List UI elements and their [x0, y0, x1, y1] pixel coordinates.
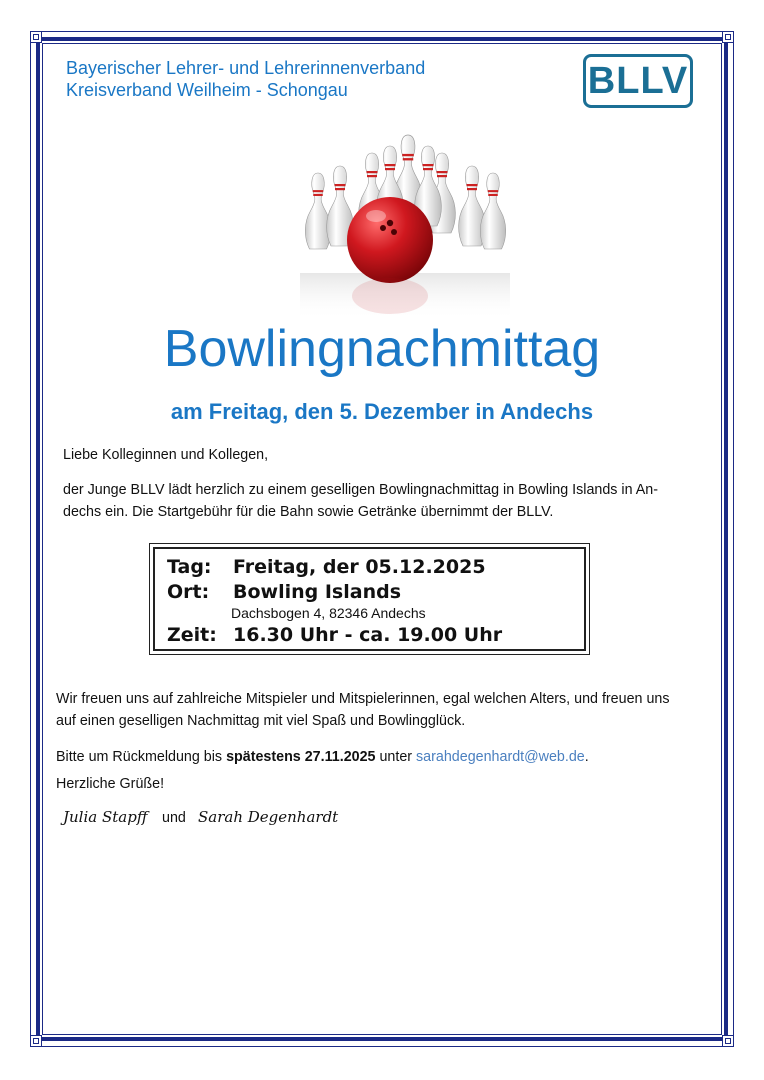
frame-corner-ornament [722, 31, 734, 43]
intro-line-2: dechs ein. Die Startgebühr für die Bahn sowie Getränke übernimmt der BLLV. [63, 504, 554, 520]
event-title: Bowlingnachmittag [163, 320, 601, 378]
organization-name [66, 57, 425, 101]
organization-line-2: Kreisverband Weilheim - Schongau [66, 80, 348, 100]
event-details-box [149, 543, 590, 655]
detail-place-label: Ort: [167, 581, 210, 603]
rsvp-email-link[interactable]: sarahdegenhardt@web.de [416, 749, 585, 765]
detail-time [167, 623, 502, 647]
detail-day [167, 555, 486, 579]
rsvp-prefix: Bitte um Rückmeldung bis [56, 749, 227, 765]
signature-sarah-degenhardt: Sarah Degenhardt [198, 808, 339, 826]
frame-corner-ornament [30, 31, 42, 43]
intro-paragraph [63, 479, 713, 523]
rsvp-line [56, 746, 716, 768]
intro-line-1: der Junge BLLV lädt herzlich zu einem geselligen Bowlingnachmittag in Bowling Islands in An- [63, 482, 658, 498]
detail-time-label: Zeit: [167, 624, 217, 646]
rsvp-deadline: spätestens 27.11.2025 [226, 749, 376, 765]
signature-julia-stapff: Julia Stapff [63, 808, 148, 826]
detail-address: Dachsbogen 4, 82346 Andechs [231, 605, 426, 621]
closing-line-2: auf einen geselligen Nachmittag mit viel Spaß und Bowlingglück. [56, 713, 466, 729]
organization-line-1: Bayerischer Lehrer- und Lehrerinnenverband [66, 58, 426, 78]
frame-corner-ornament [722, 1035, 734, 1047]
detail-time-value: 16.30 Uhr - ca. 19.00 Uhr [233, 624, 503, 646]
event-details-box-inner [153, 547, 586, 651]
bowling-pins-and-ball-icon [290, 128, 520, 323]
signature-joiner: und [162, 810, 186, 826]
event-subtitle: am Freitag, den 5. Dezember in Andechs [170, 399, 594, 424]
closing-line-1: Wir freuen uns auf zahlreiche Mitspieler und Mitspielerinnen, egal welchen Alters, und freuen uns [56, 691, 670, 707]
greeting: Liebe Kolleginnen und Kollegen, [63, 447, 269, 463]
detail-day-value: Freitag, der 05.12.2025 [233, 556, 486, 578]
bllv-logo: BLLV [583, 54, 693, 108]
detail-place-value: Bowling Islands [233, 581, 402, 603]
rsvp-middle: unter [375, 749, 417, 765]
rsvp-suffix: . [584, 749, 589, 765]
closing-paragraph [56, 688, 716, 732]
detail-place [167, 580, 401, 604]
regards: Herzliche Grüße! [56, 776, 165, 792]
detail-day-label: Tag: [167, 556, 212, 578]
frame-corner-ornament [30, 1035, 42, 1047]
